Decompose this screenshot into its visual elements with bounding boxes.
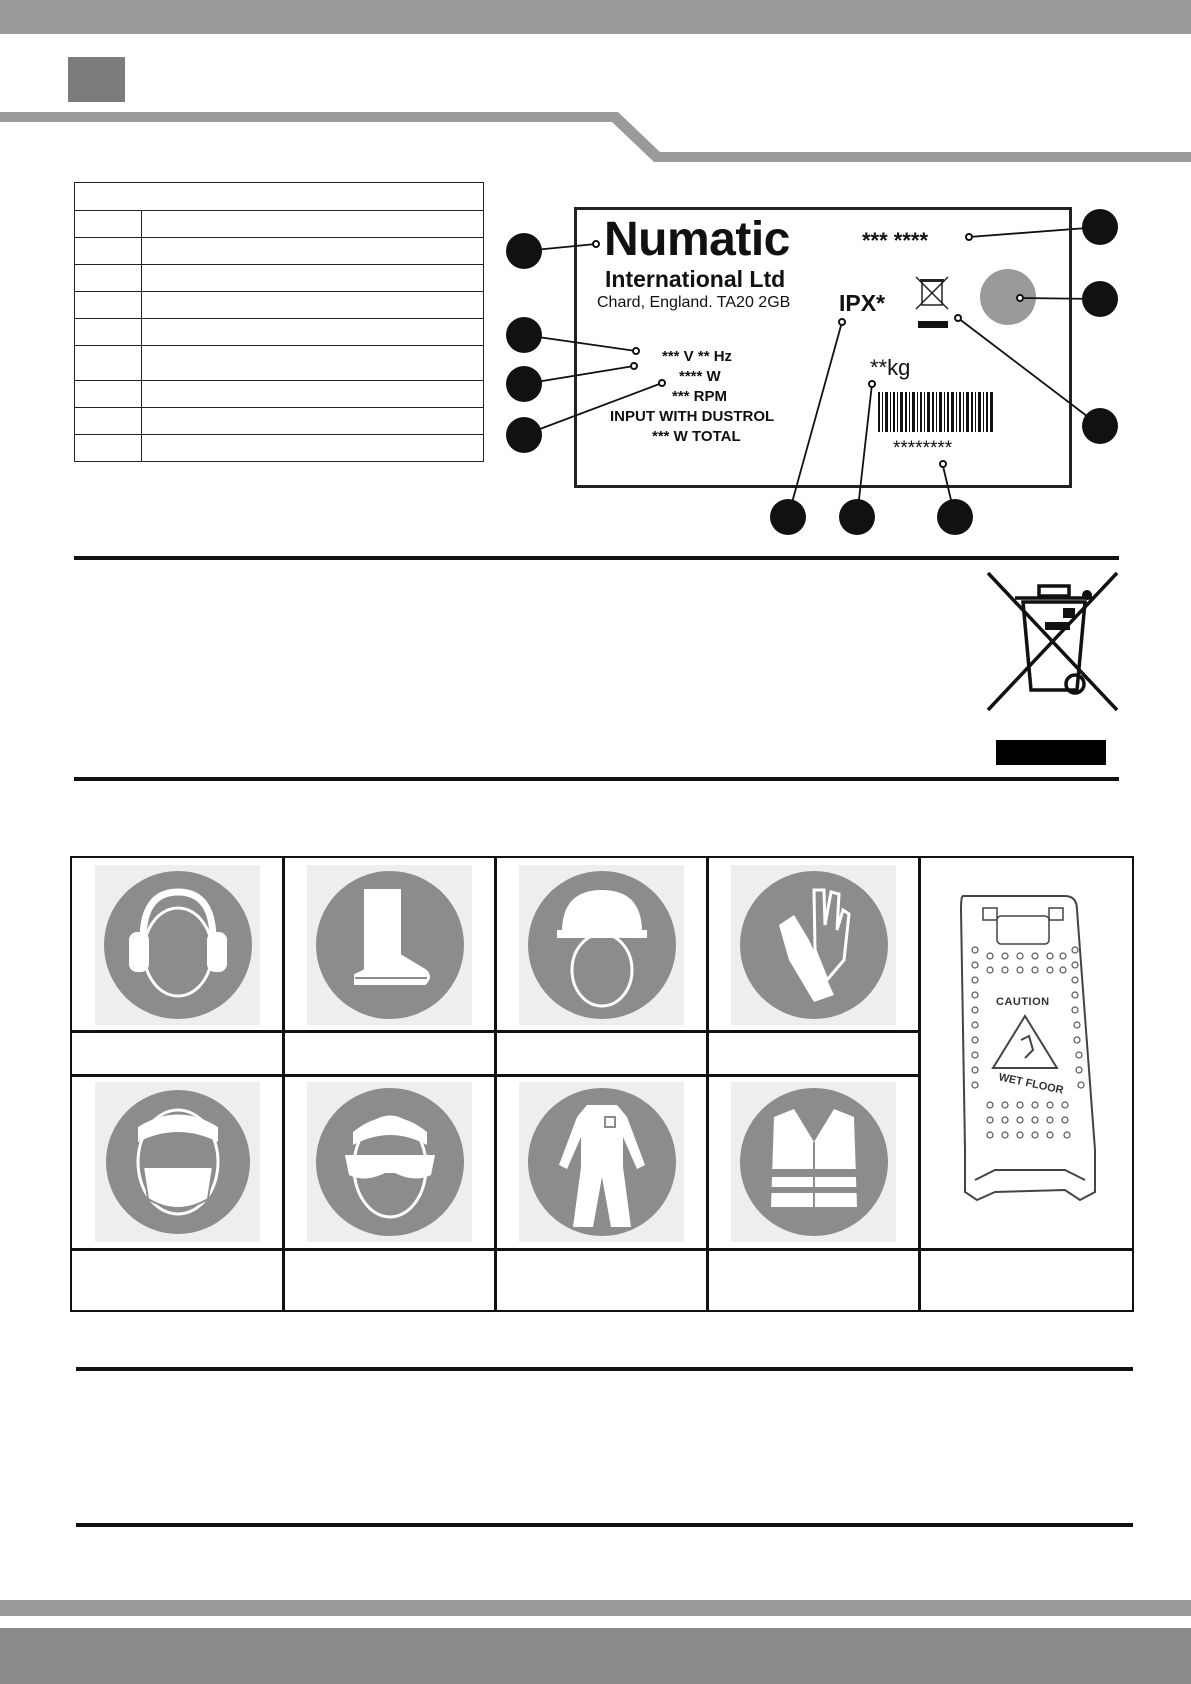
plate-speed: *** RPM (672, 388, 728, 405)
plate-brand: Numatic (604, 213, 790, 266)
grid-line (70, 1074, 920, 1077)
plate-address: Chard, England. TA20 2GB (597, 294, 791, 311)
wet-floor-caution: CAUTION (996, 996, 1050, 1008)
dust-mask-icon (103, 1087, 253, 1237)
callout-anchor (939, 460, 947, 468)
callout-marker (506, 417, 542, 453)
callout-marker (1082, 209, 1118, 245)
callout-anchor (658, 379, 666, 387)
callout-anchor (838, 318, 846, 326)
safety-boots-icon (315, 870, 465, 1020)
hard-hat-icon (527, 870, 677, 1020)
hi-vis-vest-icon (739, 1087, 889, 1237)
weee-bin-icon (985, 570, 1120, 715)
ppe-cell (731, 1082, 896, 1242)
plate-serial: ******** (893, 438, 953, 459)
callout-marker (839, 499, 875, 535)
safety-glasses-icon (315, 1087, 465, 1237)
ppe-cell (307, 865, 472, 1025)
plate-voltage: *** V ** Hz (662, 348, 733, 365)
safety-gloves-icon (739, 870, 889, 1020)
callout-marker (770, 499, 806, 535)
callout-anchor (592, 240, 600, 248)
ppe-cell (519, 1082, 684, 1242)
grid-line (494, 856, 497, 1312)
ppe-cell (307, 1082, 472, 1242)
plate-model-code: *** **** (862, 228, 929, 253)
wet-floor-label: WET FLOOR (997, 1071, 1065, 1097)
callout-anchor (965, 233, 973, 241)
callout-marker (506, 233, 542, 269)
plate-total-power: *** W TOTAL (652, 428, 741, 445)
divider (74, 556, 1119, 560)
callout-anchor (868, 380, 876, 388)
callout-anchor (1016, 294, 1024, 302)
ppe-cell (95, 1082, 260, 1242)
weee-bar (996, 740, 1106, 765)
ppe-cell (519, 865, 684, 1025)
divider (74, 777, 1119, 781)
ppe-cell (731, 865, 896, 1025)
wet-floor-sign-icon (955, 890, 1105, 1208)
grid-line (70, 1248, 1134, 1251)
callout-marker (506, 366, 542, 402)
callout-marker (937, 499, 973, 535)
grid-line (918, 856, 921, 1312)
plate-power: **** W (679, 368, 721, 385)
plate-weight: **kg (870, 355, 911, 380)
footer-band (0, 1628, 1191, 1684)
callout-marker (1082, 281, 1118, 317)
grid-line (70, 1030, 920, 1033)
callout-anchor (630, 362, 638, 370)
plate-company: International Ltd (605, 266, 786, 292)
callout-leaders (0, 0, 1191, 540)
ppe-cell (95, 865, 260, 1025)
plate-ip-rating: IPX* (839, 290, 886, 316)
divider (76, 1523, 1133, 1527)
ppe-cell (955, 890, 1105, 1208)
grid-line (282, 856, 285, 1312)
callout-anchor (954, 314, 962, 322)
callout-marker (1082, 408, 1118, 444)
callout-anchor (632, 347, 640, 355)
footer-bar (0, 1600, 1191, 1616)
callout-marker (506, 317, 542, 353)
plate-input-line: INPUT WITH DUSTROL (610, 408, 775, 425)
ear-protection-icon (103, 870, 253, 1020)
grid-line (706, 856, 709, 1312)
overalls-icon (527, 1087, 677, 1237)
divider (76, 1367, 1133, 1371)
